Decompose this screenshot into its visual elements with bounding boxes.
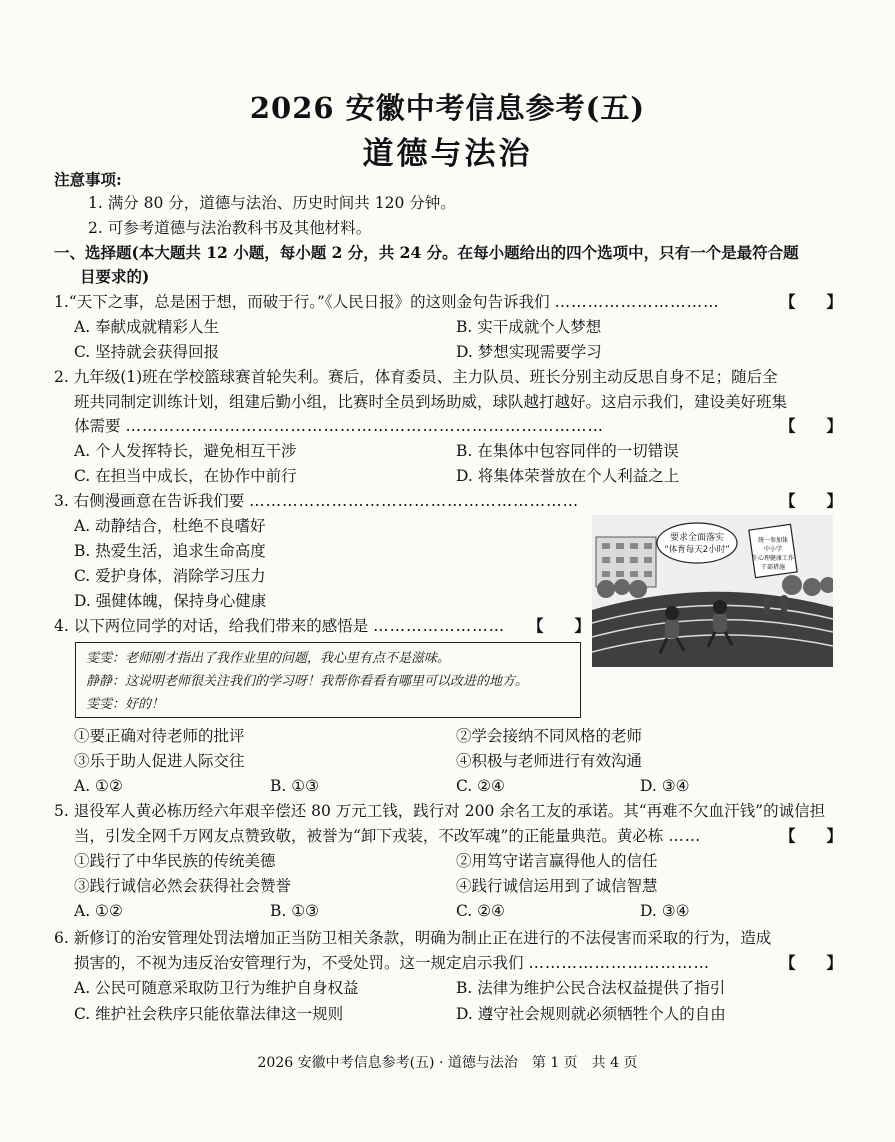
q1-option-c: C. 坚持就会获得回报 xyxy=(74,343,220,361)
q1-option-a: A. 奉献成就精彩人生 xyxy=(74,318,220,336)
q2-option-b: B. 在集体中包容同伴的一切错误 xyxy=(456,442,679,460)
q5-stem-2: 当，引发全网千万网友点赞致敬，被誉为“卸下戎装，不改军魂”的正能量典范。黄必栋 …… xyxy=(74,827,702,845)
q4-answer-bracket: 【 】 xyxy=(528,616,591,635)
q6-option-d: D. 遵守社会规则就必须牺牲个人的自由 xyxy=(456,1005,726,1023)
cartoon-sign-line-1: 统一参加体 xyxy=(757,537,789,544)
q2-stem-1: 2. 九年级(1)班在学校篮球赛首轮失利。赛后，体育委员、主力队员、班长分别主动反思自身不足；随后全 xyxy=(54,368,778,386)
notice-item-2: 2. 可参考道德与法治教科书及其他材料。 xyxy=(88,219,372,237)
q1-option-b: B. 实干成就个人梦想 xyxy=(456,318,602,336)
q1-option-d: D. 梦想实现需要学习 xyxy=(456,343,602,361)
q4-statement-3: ③乐于助人促进人际交往 xyxy=(74,752,245,770)
q5-statement-3: ③践行诚信必然会获得社会赞誉 xyxy=(74,877,292,895)
q5-answer-bracket: 【 】 xyxy=(780,826,843,845)
q5-statement-2: ②用笃守诺言赢得他人的信任 xyxy=(456,852,658,870)
q2-stem-3: 体需要 …………………………………………………………………………… xyxy=(74,417,604,435)
exam-title: 2026 安徽中考信息参考(五) xyxy=(249,91,646,125)
q4-statement-1: ①要正确对待老师的批评 xyxy=(74,727,245,745)
q6-stem-1: 6. 新修订的治安管理处罚法增加正当防卫相关条款，明确为制止正在进行的不法侵害而采取的行为，造成 xyxy=(54,929,772,947)
section-heading-cont: 目要求的) xyxy=(80,267,150,286)
cartoon-sign-line-2: 中小学 xyxy=(763,546,783,553)
q3-option-a: A. 动静结合，杜绝不良嗜好 xyxy=(74,517,266,535)
q5-option-d: D. ③④ xyxy=(640,902,690,920)
dialog-line-3: 雯雯：好的！ xyxy=(86,697,165,712)
q5-option-b: B. ①③ xyxy=(270,902,320,920)
dialog-line-1: 雯雯：老师刚才指出了我作业里的问题，我心里有点不是滋味。 xyxy=(86,651,451,666)
q5-stem-1: 5. 退役军人黄必栋历经六年艰辛偿还 80 万元工钱，践行对 200 余名工友的承诺。其“再难不欠血汗钱”的诚信担 xyxy=(54,802,826,820)
q5-option-a: A. ①② xyxy=(74,902,123,920)
q6-answer-bracket: 【 】 xyxy=(780,953,843,972)
q4-statement-4: ④积极与老师进行有效沟通 xyxy=(456,752,643,770)
q5-statement-1: ①践行了中华民族的传统美德 xyxy=(74,852,276,870)
cartoon-bubble-line-2: “体育每天2小时” xyxy=(664,545,730,555)
q4-option-c: C. ②④ xyxy=(456,777,505,795)
q6-option-a: A. 公民可随意采取防卫行为维护自身权益 xyxy=(74,979,359,997)
q2-stem-2: 班共同制定训练计划，组建后勤小组，比赛时全员到场助威，球队越打越好。这启示我们，建设美好班集 xyxy=(74,393,788,411)
q4-option-d: D. ③④ xyxy=(640,777,690,795)
q3-option-b: B. 热爱生活，追求生命高度 xyxy=(74,542,266,560)
q5-option-c: C. ②④ xyxy=(456,902,505,920)
q2-option-d: D. 将集体荣誉放在个人利益之上 xyxy=(456,467,680,485)
q6-stem-2: 损害的，不视为违反治安管理行为，不受处罚。这一规定启示我们 …………………………… xyxy=(74,954,710,972)
q4-option-a: A. ①② xyxy=(74,777,123,795)
notice-item-1: 1. 满分 80 分，道德与法治、历史时间共 120 分钟。 xyxy=(88,194,456,212)
q4-statement-2: ②学会接纳不同风格的老师 xyxy=(456,727,643,745)
page-footer: 2026 安徽中考信息参考(五) · 道德与法治 第 1 页 共 4 页 xyxy=(257,1055,638,1071)
cartoon-illustration xyxy=(592,515,833,667)
q3-option-d: D. 强健体魄，保持身心健康 xyxy=(74,592,267,610)
q1-answer-bracket: 【 】 xyxy=(780,292,843,311)
q5-statement-4: ④践行诚信运用到了诚信智慧 xyxy=(456,877,658,895)
q1-stem: 1.“天下之事，总是困于想，而破于行。”《人民日报》的这则金句告诉我们 ………………………… xyxy=(54,293,720,311)
q3-stem: 3. 右侧漫画意在告诉我们要 …………………………………………………… xyxy=(54,492,580,510)
cartoon-sign-line-3: 生心理健康工作 xyxy=(751,555,795,562)
cartoon-sign-line-4: 干部措施 xyxy=(760,564,786,571)
cartoon-bubble-line-1: 要求全面落实 xyxy=(669,533,725,543)
dialog-line-2: 静静：这说明老师很关注我们的学习呀！我帮你看看有哪里可以改进的地方。 xyxy=(86,674,529,689)
q4-option-b: B. ①③ xyxy=(270,777,320,795)
q3-answer-bracket: 【 】 xyxy=(780,491,843,510)
q6-option-c: C. 维护社会秩序只能依靠法律这一规则 xyxy=(74,1005,344,1023)
q4-stem: 4. 以下两位同学的对话，给我们带来的感悟是 …………………… xyxy=(54,617,506,635)
q6-option-b: B. 法律为维护公民合法权益提供了指引 xyxy=(456,979,726,997)
notice-heading: 注意事项: xyxy=(54,170,122,189)
q2-answer-bracket: 【 】 xyxy=(780,416,843,435)
section-heading: 一、选择题(本大题共 12 小题，每小题 2 分，共 24 分。在每小题给出的四个选项中，只有一个是最符合题 xyxy=(54,243,799,262)
q2-option-c: C. 在担当中成长，在协作中前行 xyxy=(74,467,297,485)
q3-option-c: C. 爱护身体，消除学习压力 xyxy=(74,567,266,585)
q2-option-a: A. 个人发挥特长，避免相互干涉 xyxy=(74,442,297,460)
subject-title: 道德与法治 xyxy=(362,136,533,172)
q4-dialog-box xyxy=(75,642,581,718)
